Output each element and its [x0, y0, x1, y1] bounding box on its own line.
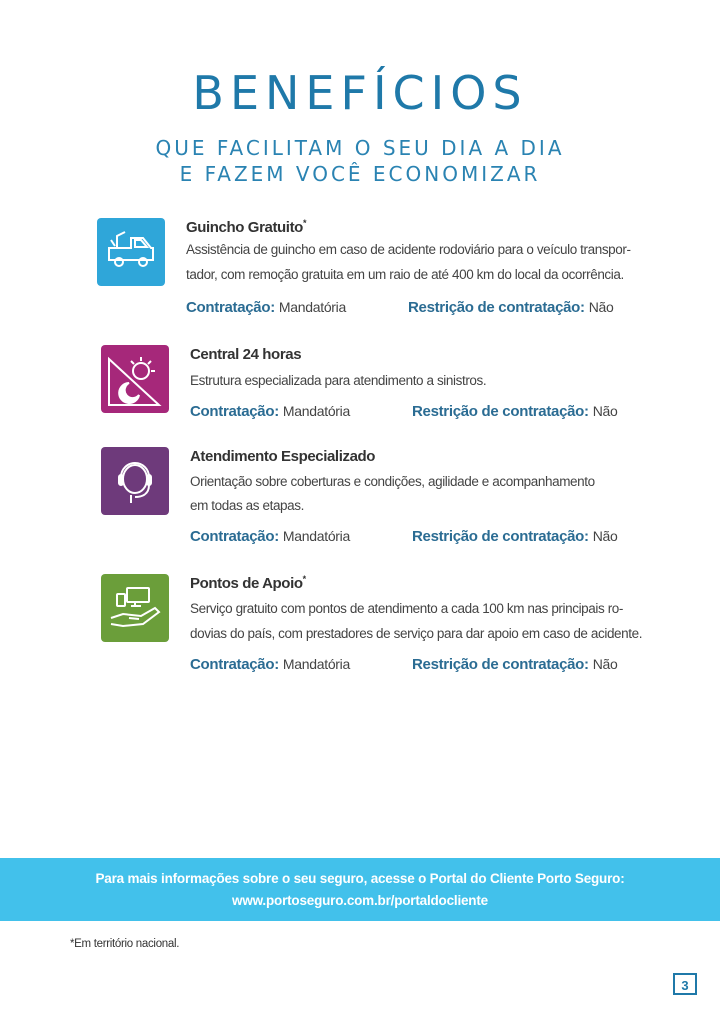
contratacao-info: Contratação: Mandatória: [190, 656, 350, 673]
contratacao-info: Contratação: Mandatória: [190, 528, 350, 545]
restricao-info: Restrição de contratação: Não: [412, 403, 618, 420]
restricao-info: Restrição de contratação: Não: [408, 299, 614, 316]
contratacao-info: Contratação: Mandatória: [186, 299, 346, 316]
restricao-info: Restrição de contratação: Não: [412, 656, 618, 673]
benefit-title: Pontos de Apoio*: [190, 574, 306, 592]
tow-truck-icon: [97, 218, 165, 286]
benefit-description-line-2: tador, com remoção gratuita em um raio de até 400 km do local da ocorrência.: [186, 267, 624, 282]
benefit-description-line-2: em todas as etapas.: [190, 498, 304, 513]
restricao-info: Restrição de contratação: Não: [412, 528, 618, 545]
info-banner: [0, 858, 720, 921]
benefit-description-line-2: dovias do país, com prestadores de serviço para dar apoio em caso de acidente.: [190, 626, 643, 641]
benefit-title: Atendimento Especializado: [190, 448, 376, 465]
contratacao-info: Contratação: Mandatória: [190, 403, 350, 420]
benefit-description-line-1: Orientação sobre coberturas e condições, agilidade e acompanhamento: [190, 474, 595, 489]
portal-link[interactable]: www.portoseguro.com.br/portaldocliente: [232, 893, 488, 908]
benefit-title: Central 24 horas: [190, 346, 302, 363]
support-hand-icon: [101, 574, 169, 642]
benefit-description-line-1: Estrutura especializada para atendimento a sinistros.: [190, 373, 487, 388]
page-title: BENEFÍCIOS: [192, 66, 528, 120]
sun-moon-icon: [101, 345, 169, 413]
footnote: *Em território nacional.: [70, 938, 180, 950]
page-number: 3: [673, 973, 697, 995]
benefit-description-line-1: Assistência de guincho em caso de acidente rodoviário para o veículo transpor-: [186, 242, 631, 257]
page-subtitle-line-2: E FAZEM VOCÊ ECONOMIZAR: [179, 162, 541, 186]
page-subtitle-line-1: QUE FACILITAM O SEU DIA A DIA: [155, 136, 565, 160]
headset-icon: [101, 447, 169, 515]
benefit-title: Guincho Gratuito*: [186, 218, 307, 236]
benefit-description-line-1: Serviço gratuito com pontos de atendimento a cada 100 km nas principais ro-: [190, 601, 624, 616]
banner-text: Para mais informações sobre o seu seguro, acesse o Portal do Cliente Porto Seguro:: [95, 871, 625, 886]
